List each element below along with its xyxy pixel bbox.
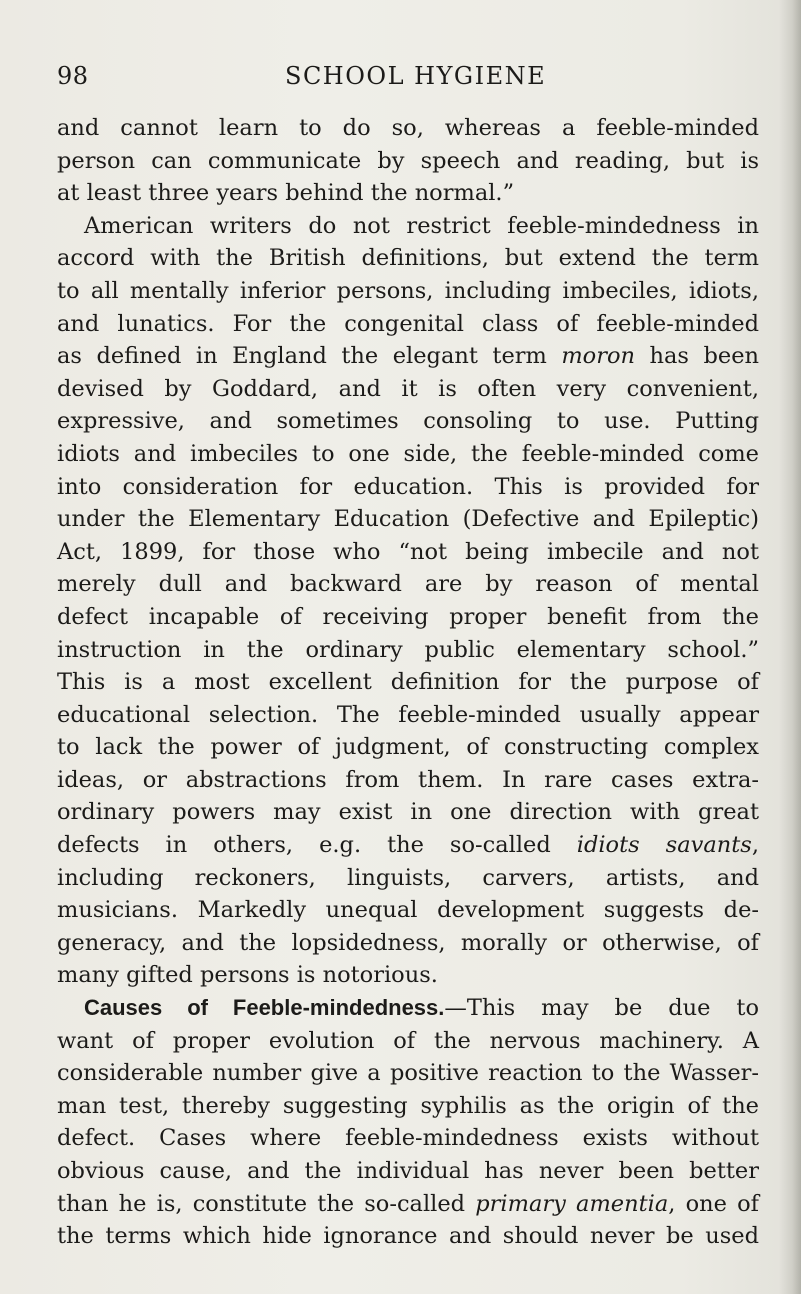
page-header [57, 62, 757, 102]
text-fragment: than he is, constitute the so-called [57, 1190, 476, 1217]
text-line: into consideration for education. This is provided for [57, 473, 759, 500]
text-line: Act, 1899, for those who “not being imbecile and not [57, 538, 759, 565]
text-line: including reckoners, linguists, carvers, artists, and [57, 864, 759, 891]
text-line: ideas, or abstractions from them. In rare cases extra- [57, 766, 759, 793]
text-fragment: —This may be due to [444, 995, 760, 1022]
text-line: and cannot learn to do so, whereas a feeble-minded [57, 115, 759, 141]
text-line: many gifted persons is notorious. [57, 962, 438, 989]
text-line-with-italic [57, 1188, 759, 1221]
text-fragment: has been [635, 343, 759, 370]
text-line: and lunatics. For the congenital class of feeble-minded [57, 310, 759, 337]
text-line: instruction in the ordinary public elementary school.” [57, 636, 759, 663]
text-fragment: as defined in England the elegant term [57, 343, 562, 370]
text-line: ordinary powers may exist in one direction with great [57, 799, 759, 826]
text-line: idiots and imbeciles to one side, the feeble-minded come [57, 440, 759, 467]
text-line: merely dull and backward are by reason of mental [57, 571, 759, 598]
text-line: man test, thereby suggesting syphilis as the origin of the [57, 1092, 759, 1119]
text-line: expressive, and sometimes consoling to use. Putting [57, 408, 759, 435]
text-fragment: , one of [668, 1190, 759, 1217]
text-line: the terms which hide ignorance and should never be used [57, 1223, 759, 1250]
section-heading: Causes of Feeble-mindedness. [84, 995, 445, 1021]
italic-term: primary amentia [475, 1190, 669, 1217]
text-line-with-italic [57, 340, 759, 373]
text-line: American writers do not restrict feeble-mindedness in [84, 212, 759, 239]
body-text [57, 112, 759, 1253]
page-number: 98 [57, 62, 89, 90]
text-line: This is a most excellent definition for the purpose of [57, 669, 759, 696]
text-line: considerable number give a positive reaction to the Wasser- [57, 1060, 759, 1087]
italic-term: moron [561, 343, 636, 370]
text-fragment: , [751, 832, 759, 859]
text-line: accord with the British definitions, but extend the term [57, 245, 759, 272]
italic-term: idiots savants [576, 832, 752, 859]
running-head: SCHOOL HYGIENE [285, 62, 547, 90]
text-line: defect incapable of receiving proper benefit from the [57, 603, 759, 630]
text-line: to lack the power of judgment, of constructing complex [57, 734, 759, 761]
text-line: generacy, and the lopsidedness, morally or otherwise, of [57, 929, 759, 956]
text-line: person can communicate by speech and reading, but is [57, 147, 759, 174]
section-heading-line [57, 992, 759, 1025]
text-line: obvious cause, and the individual has never been better [57, 1158, 759, 1184]
page-edge-shadow [779, 0, 801, 1294]
text-line: devised by Goddard, and it is often very convenient, [57, 375, 759, 402]
text-line: want of proper evolution of the nervous machinery. A [57, 1027, 759, 1054]
text-line: educational selection. The feeble-minded usually appear [57, 701, 759, 728]
text-line: under the Elementary Education (Defective and Epileptic) [57, 506, 759, 533]
text-line: defect. Cases where feeble-mindedness exists without [57, 1125, 759, 1152]
text-line: to all mentally inferior persons, including imbeciles, idiots, [57, 277, 759, 304]
text-fragment: defects in others, e.g. the so-called [57, 832, 577, 859]
text-line-with-italic [57, 829, 759, 862]
text-line: at least three years behind the normal.” [57, 180, 515, 207]
text-line: musicians. Markedly unequal development suggests de- [57, 897, 759, 924]
